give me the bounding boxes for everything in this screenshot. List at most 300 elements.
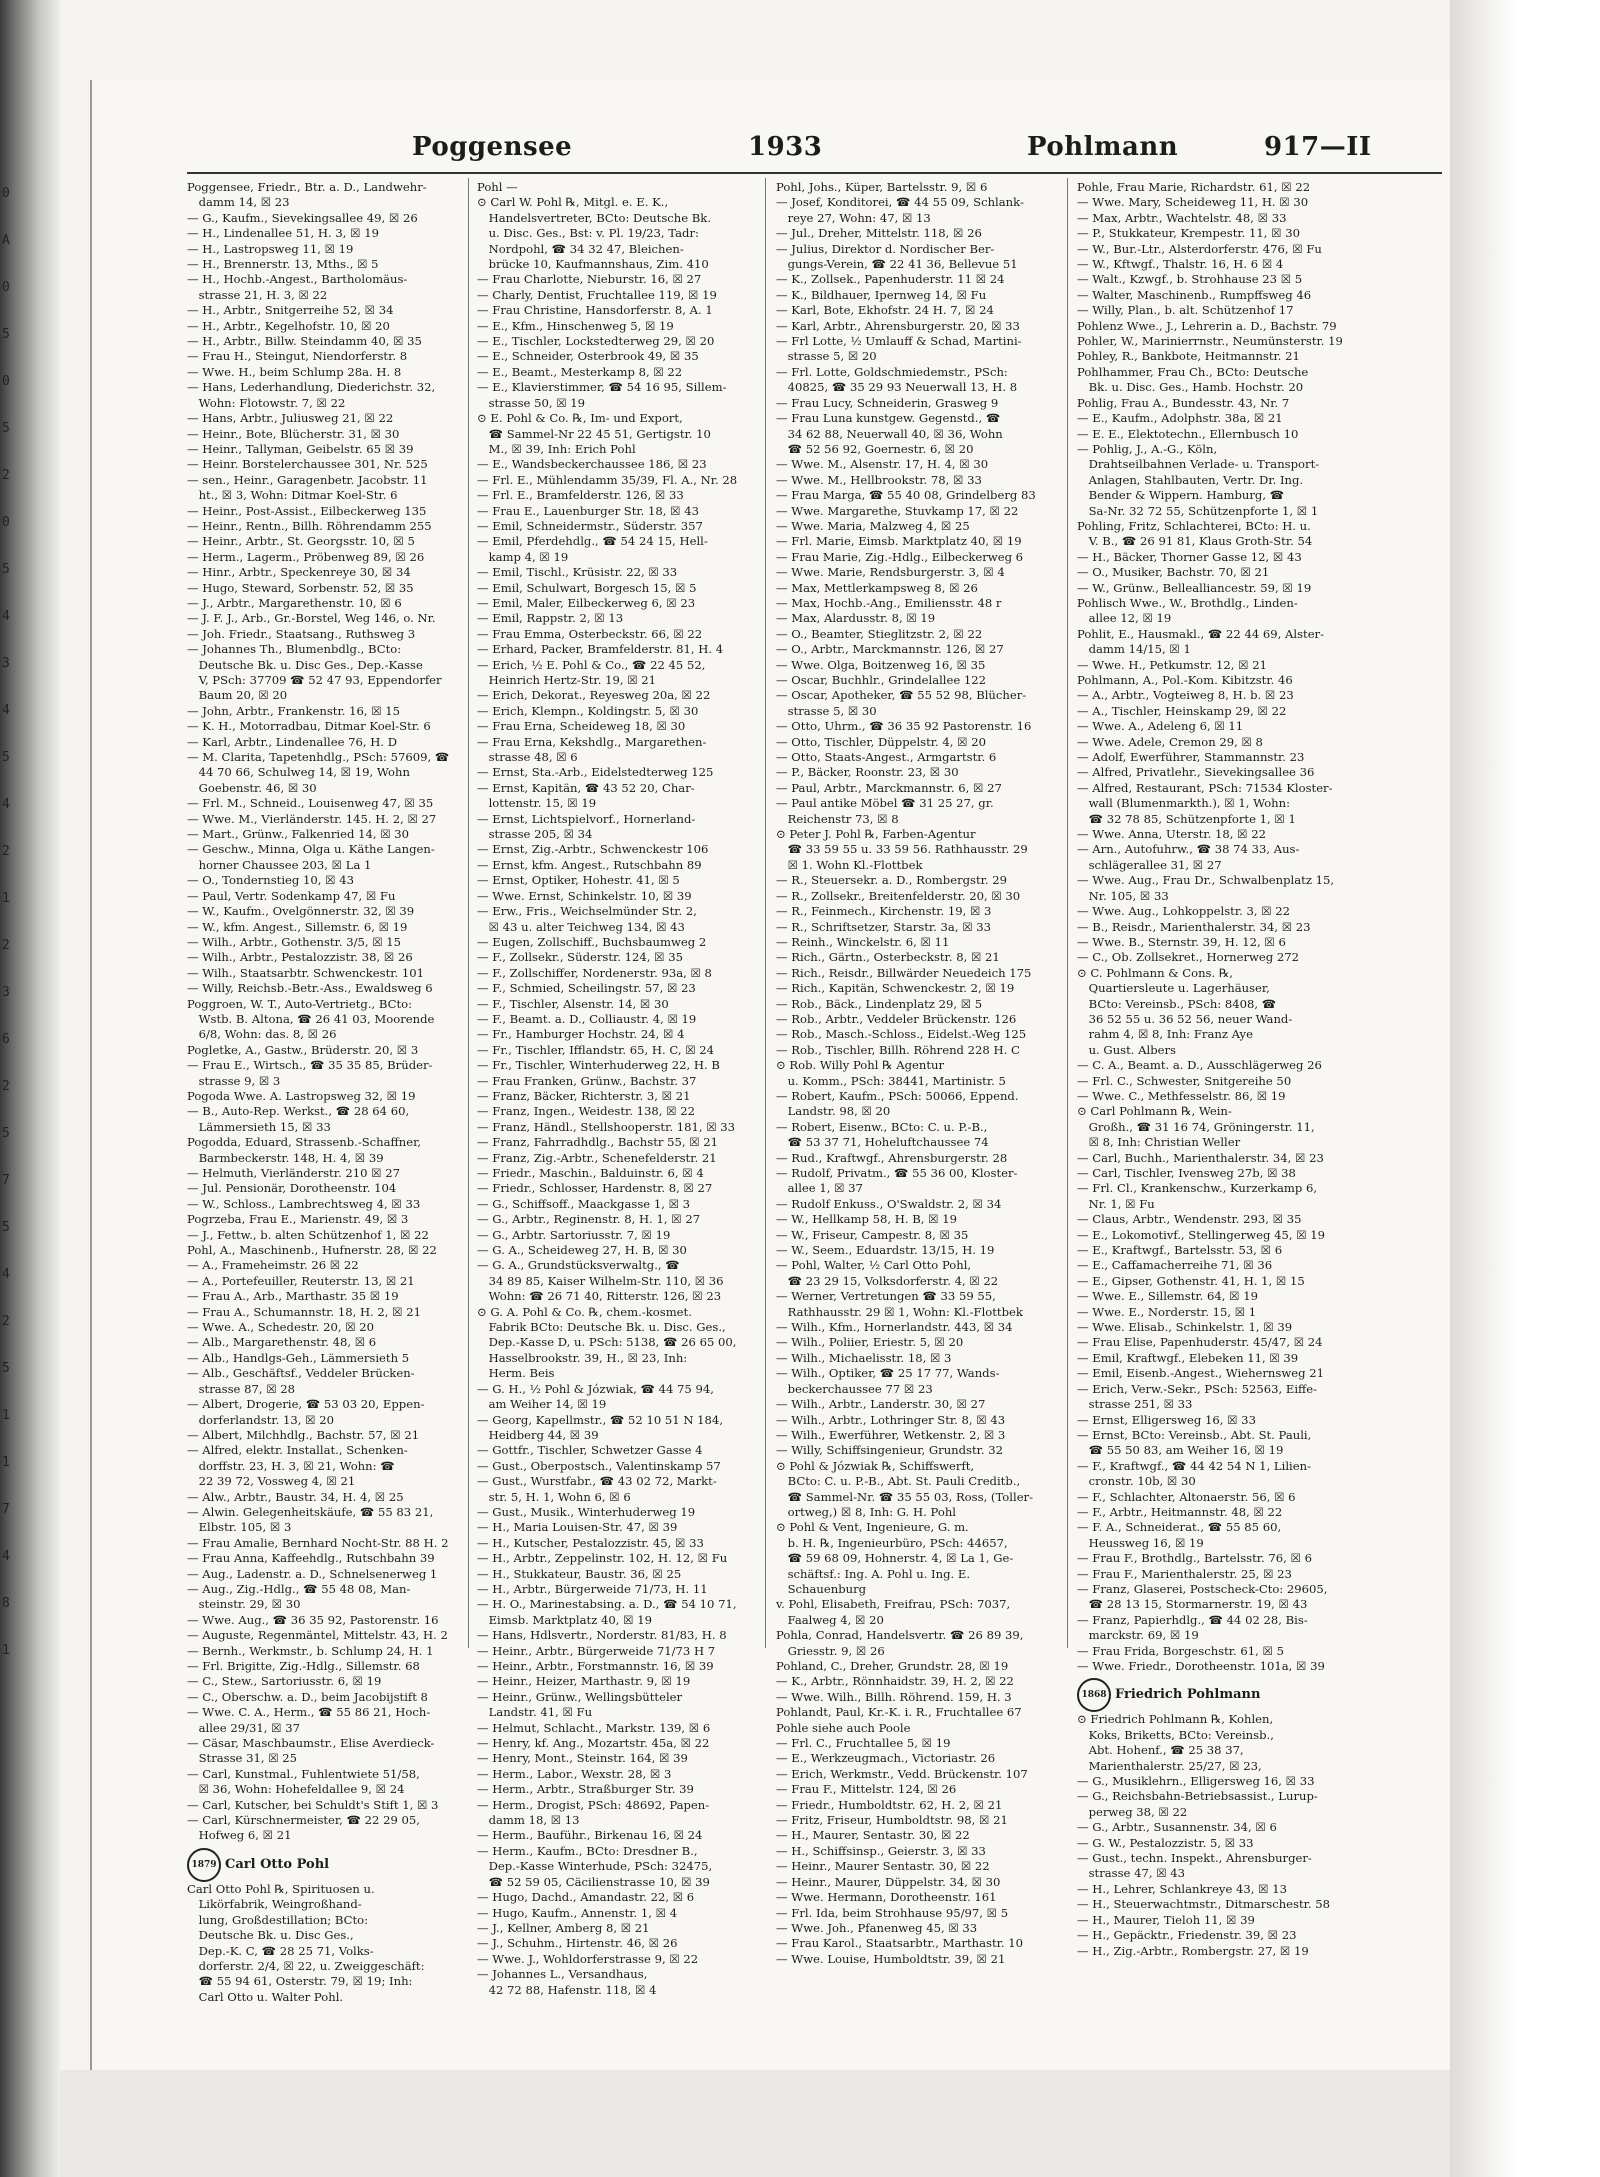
- directory-entry: Pohle siehe auch Poole: [776, 1720, 911, 1735]
- directory-entry: Strasse 31, ☒ 25: [187, 1751, 298, 1766]
- directory-entry: damm 14, ☒ 23: [187, 195, 290, 210]
- directory-entry: — Frl. Marie, Eimsb. Marktplatz 40, ☒ 19: [776, 534, 1022, 549]
- directory-entry: — Rich., Kapitän, Schwenckestr. 2, ☒ 19: [776, 981, 1015, 996]
- directory-entry: — H., Kutscher, Pestalozzistr. 45, ☒ 33: [477, 1535, 704, 1550]
- directory-entry: — Aug., Zig.-Hdlg., ☎ 55 48 08, Man-: [187, 1581, 411, 1596]
- directory-entry: — Ernst, Optiker, Hohestr. 41, ☒ 5: [477, 873, 680, 888]
- directory-entry: — Frau F., Mittelstr. 124, ☒ 26: [776, 1782, 957, 1797]
- directory-entry: M., ☒ 39, Inh: Erich Pohl: [477, 441, 636, 456]
- directory-entry: strasse 21, H. 3, ☒ 22: [187, 287, 328, 302]
- directory-entry: — Albert, Drogerie, ☎ 53 03 20, Eppen-: [187, 1397, 425, 1412]
- directory-entry: damm 18, ☒ 13: [477, 1813, 580, 1828]
- directory-entry: — Wwe. Aug., Lohkoppelstr. 3, ☒ 22: [1077, 904, 1291, 919]
- directory-entry: — Paul, Arbtr., Marckmannstr. 6, ☒ 27: [776, 780, 1002, 795]
- directory-entry: — Erich, Werkmstr., Vedd. Brückenstr. 107: [776, 1766, 1028, 1781]
- directory-entry: u. Gust. Albers: [1077, 1042, 1176, 1057]
- directory-entry: — Gottfr., Tischler, Schwetzer Gasse 4: [477, 1443, 703, 1458]
- directory-entry: — Rob., Arbtr., Veddeler Brückenstr. 126: [776, 1011, 1017, 1026]
- directory-page: [90, 80, 1452, 2070]
- margin-mark: 2: [2, 1079, 10, 1094]
- column-divider: [765, 178, 766, 1648]
- directory-entry: — H., Steuerwachtmstr., Ditmarschestr. 58: [1077, 1897, 1331, 1912]
- directory-entry: Schauenburg: [776, 1581, 867, 1596]
- directory-column-2: [477, 180, 738, 1997]
- directory-entry: — F., Arbtr., Heitmannstr. 48, ☒ 22: [1077, 1504, 1283, 1519]
- directory-entry: lottenstr. 15, ☒ 19: [477, 796, 597, 811]
- directory-entry: — Heinr., Arbtr., Bürgerweide 71/73 H 7: [477, 1643, 716, 1658]
- directory-entry: Pohley, R., Bankbote, Heitmannstr. 21: [1077, 349, 1300, 364]
- directory-entry: — Fritz, Friseur, Humboldtstr. 98, ☒ 21: [776, 1813, 1008, 1828]
- directory-entry: — Ernst, Elligersweg 16, ☒ 33: [1077, 1412, 1256, 1427]
- directory-entry: dorffstr. 23, H. 3, ☒ 21, Wohn: ☎: [187, 1458, 395, 1473]
- directory-entry: — Wwe. Margarethe, Stuvkamp 17, ☒ 22: [776, 503, 1019, 518]
- directory-entry: — Frau Elise, Papenhuderstr. 45/47, ☒ 24: [1077, 1335, 1323, 1350]
- directory-entry: ☎ 23 29 15, Volksdorferstr. 4, ☒ 22: [776, 1273, 999, 1288]
- directory-entry: — Heinr., Maurer Sentastr. 30, ☒ 22: [776, 1859, 990, 1874]
- directory-entry: — C., Ob. Zollsekret., Hornerweg 272: [1077, 950, 1300, 965]
- directory-entry: — Frau Lucy, Schneiderin, Grasweg 9: [776, 395, 999, 410]
- directory-entry: — Carl, Buchh., Marienthalerstr. 34, ☒ 23: [1077, 1150, 1324, 1165]
- directory-entry: Poggroen, W. T., Auto-Vertrietg., BCto:: [187, 996, 413, 1011]
- directory-entry: 34 62 88, Neuerwall 40, ☒ 36, Wohn: [776, 426, 1003, 441]
- margin-mark: 8: [2, 1596, 10, 1611]
- directory-entry: ht., ☒ 3, Wohn: Ditmar Koel-Str. 6: [187, 488, 398, 503]
- directory-entry: str. 5, H. 1, Wohn 6, ☒ 6: [477, 1489, 631, 1504]
- directory-entry: — G., Arbtr., Reginenstr. 8, H. 1, ☒ 27: [477, 1212, 701, 1227]
- directory-entry: strasse 47, ☒ 43: [1077, 1866, 1186, 1881]
- directory-entry: — C., Stew., Sartoriusstr. 6, ☒ 19: [187, 1674, 382, 1689]
- directory-entry: — Emil, Rappstr. 2, ☒ 13: [477, 611, 624, 626]
- margin-mark: 5: [2, 421, 10, 436]
- directory-entry: — Wilh., Arbtr., Gothenstr. 3/5, ☒ 15: [187, 934, 402, 949]
- directory-entry: — Max, Mettlerkampsweg 8, ☒ 26: [776, 580, 978, 595]
- directory-entry: — Charly, Dentist, Fruchtallee 119, ☒ 19: [477, 287, 717, 302]
- directory-entry: ☒ 36, Wohn: Hohefeldallee 9, ☒ 24: [187, 1782, 405, 1797]
- directory-entry: — Willy, Schiffsingenieur, Grundstr. 32: [776, 1443, 1004, 1458]
- directory-entry: — Max, Hochb.-Ang., Emiliensstr. 48 r: [776, 595, 1002, 610]
- directory-entry: Pohlandt, Paul, Kr.-K. i. R., Fruchtallee 67: [776, 1705, 1022, 1720]
- directory-entry: — Carl, Kutscher, bei Schuldt's Stift 1, ☒ 3: [187, 1797, 439, 1812]
- directory-entry: allee 1, ☒ 37: [776, 1181, 863, 1196]
- directory-entry: Pohl —: [477, 180, 518, 194]
- directory-entry: — M. Clarita, Tapetenhdlg., PSch: 57609, ☎: [187, 750, 450, 765]
- directory-entry: — Heinr., Maurer, Düppelstr. 34, ☒ 30: [776, 1874, 1001, 1889]
- directory-entry: dorferlandstr. 13, ☒ 20: [187, 1412, 334, 1427]
- directory-entry: Koks, Briketts, BCto: Vereinsb.,: [1077, 1727, 1274, 1742]
- directory-entry: — Wwe. Ernst, Schinkelstr. 10, ☒ 39: [477, 888, 692, 903]
- directory-entry: — Wwe. J., Wohldorferstrasse 9, ☒ 22: [477, 1951, 699, 1966]
- directory-entry: Bk. u. Disc. Ges., Hamb. Hochstr. 20: [1077, 380, 1304, 395]
- directory-entry: horner Chaussee 203, ☒ La 1: [187, 857, 372, 872]
- directory-entry: — Alb., Margarethenstr. 48, ☒ 6: [187, 1335, 377, 1350]
- directory-entry: — Wilh., Michaelisstr. 18, ☒ 3: [776, 1350, 952, 1365]
- directory-entry: — Wwe. Adele, Cremon 29, ☒ 8: [1077, 734, 1263, 749]
- directory-entry: — Emil, Maler, Eilbeckerweg 6, ☒ 23: [477, 595, 696, 610]
- margin-mark: 1: [2, 891, 10, 906]
- directory-entry: — Frau Charlotte, Nieburstr. 16, ☒ 27: [477, 272, 702, 287]
- directory-entry: — H., Maria Louisen-Str. 47, ☒ 39: [477, 1520, 678, 1535]
- margin-mark: 2: [2, 468, 10, 483]
- directory-entry: — Ernst, kfm. Angest., Rutschbahn 89: [477, 857, 702, 872]
- directory-entry: allee 29/31, ☒ 37: [187, 1720, 300, 1735]
- directory-entry: — Wwe. Friedr., Dorotheenstr. 101a, ☒ 39: [1077, 1659, 1325, 1673]
- advertisement-name: Carl Otto Pohl: [225, 1856, 330, 1872]
- directory-entry: — Carl, Tischler, Ivensweg 27b, ☒ 38: [1077, 1166, 1296, 1180]
- directory-entry: — Carl, Kunstmal., Fuhlentwiete 51/58,: [187, 1766, 420, 1781]
- directory-column-3: [776, 180, 1036, 1966]
- directory-entry: — Heinr., Tallyman, Geibelstr. 65 ☒ 39: [187, 441, 414, 456]
- directory-entry: ortweg,) ☒ 8, Inh: G. H. Pohl: [776, 1504, 956, 1519]
- directory-entry: — Wwe. M., Vierländerstr. 145. H. 2, ☒ 27: [187, 811, 437, 826]
- directory-entry: Pohlhammer, Frau Ch., BCto: Deutsche: [1077, 364, 1309, 379]
- directory-entry: Griesstr. 9, ☒ 26: [776, 1643, 885, 1658]
- directory-entry: kamp 4, ☒ 19: [477, 549, 569, 564]
- directory-entry: — Frl. M., Schneid., Louisenweg 47, ☒ 35: [187, 796, 434, 811]
- directory-entry: ⊙ Rob. Willy Pohl ℞ Agentur: [776, 1058, 945, 1073]
- margin-marks: [2, 170, 16, 1674]
- directory-entry: — Heinr., Arbtr., Forstmannstr. 16, ☒ 39: [477, 1659, 714, 1673]
- directory-entry: marckstr. 69, ☒ 19: [1077, 1628, 1199, 1643]
- directory-entry: — Wwe. C., Methfesselstr. 86, ☒ 19: [1077, 1088, 1286, 1103]
- directory-entry: Nr. 105, ☒ 33: [1077, 888, 1169, 903]
- directory-entry: — H., Bäcker, Thorner Gasse 12, ☒ 43: [1077, 549, 1302, 564]
- directory-entry: — Julius, Direktor d. Nordischer Ber-: [776, 241, 995, 256]
- directory-entry: — E., Beamt., Mesterkamp 8, ☒ 22: [477, 364, 683, 379]
- directory-entry: — Johannes Th., Blumenbdlg., BCto:: [187, 642, 402, 657]
- directory-entry: 22 39 72, Vossweg 4, ☒ 21: [187, 1474, 356, 1489]
- directory-entry: Bender & Wippern. Hamburg, ☎: [1077, 488, 1285, 503]
- directory-entry: schäftsf.: Ing. A. Pohl u. Ing. E.: [776, 1566, 971, 1581]
- directory-entry: — Rich., Gärtn., Osterbeckstr. 8, ☒ 21: [776, 950, 1000, 965]
- header-left-keyword: Poggensee: [412, 132, 573, 162]
- directory-entry: — Heinr., Grünw., Wellingsbütteler: [477, 1689, 683, 1704]
- directory-entry: Pohlmann, A., Pol.-Kom. Kibitzstr. 46: [1077, 673, 1293, 687]
- directory-entry: strasse 5, ☒ 30: [776, 703, 877, 718]
- header-rule: [187, 172, 1442, 174]
- directory-entry: Marienthalerstr. 25/27, ☒ 23,: [1077, 1758, 1262, 1773]
- directory-entry: — Johannes L., Versandhaus,: [477, 1967, 648, 1982]
- margin-mark: 0: [2, 186, 10, 201]
- directory-entry: Hasselbrookstr. 39, H., ☒ 23, Inh:: [477, 1350, 688, 1365]
- directory-entry: — Rudolf Enkuss., O'Swaldstr. 2, ☒ 34: [776, 1196, 1002, 1211]
- column-divider: [468, 178, 469, 1648]
- directory-entry: ☒ 8, Inh: Christian Weller: [1077, 1135, 1241, 1150]
- directory-entry: — Wwe. Anna, Uterstr. 18, ☒ 22: [1077, 827, 1266, 842]
- directory-entry: — Carl, Kürschnermeister, ☎ 22 29 05,: [187, 1813, 420, 1828]
- directory-entry: — Franz, Zig.-Arbtr., Schenefelderstr. 21: [477, 1150, 717, 1165]
- directory-entry: allee 12, ☒ 19: [1077, 611, 1172, 626]
- directory-entry: Likörfabrik, Weingroßhand-: [187, 1897, 362, 1912]
- directory-entry: — Fr., Tischler, Ifflandstr. 65, H. C, ☒ 24: [477, 1042, 715, 1057]
- directory-entry: — Pohl, Walter, ½ Carl Otto Pohl,: [776, 1258, 972, 1273]
- directory-entry: Barmbeckerstr. 148, H. 4, ☒ 39: [187, 1150, 384, 1165]
- directory-entry: — H., Arbtr., Zeppelinstr. 102, H. 12, ☒ Fu: [477, 1551, 728, 1566]
- directory-entry: — E., Wandsbeckerchaussee 186, ☒ 23: [477, 457, 707, 472]
- directory-entry: Eimsb. Marktplatz 40, ☒ 19: [477, 1612, 652, 1627]
- directory-entry: — G., Musiklehrn., Elligersweg 16, ☒ 33: [1077, 1774, 1315, 1789]
- directory-entry: — Frau Marga, ☎ 55 40 08, Grindelberg 83: [776, 488, 1036, 503]
- directory-entry: strasse 87, ☒ 28: [187, 1381, 296, 1396]
- directory-entry: — Oscar, Apotheker, ☎ 55 52 98, Blücher-: [776, 688, 1027, 703]
- directory-entry: — Ernst, Kapitän, ☎ 43 52 20, Char-: [477, 780, 695, 795]
- directory-entry: — Ernst, Lichtspielvorf., Hornerland-: [477, 811, 696, 826]
- directory-entry: Pohl, A., Maschinenb., Hufnerstr. 28, ☒ 22: [187, 1243, 437, 1258]
- directory-entry: — Wwe. Aug., ☎ 36 35 92, Pastorenstr. 16: [187, 1612, 439, 1627]
- advertisement-block: [187, 1848, 439, 2005]
- directory-entry: ☎ 28 13 15, Stormarnerstr. 19, ☒ 43: [1077, 1597, 1308, 1612]
- directory-entry: am Weiher 14, ☒ 19: [477, 1397, 607, 1412]
- directory-entry: — Eugen, Zollschiff., Buchsbaumweg 2: [477, 934, 707, 949]
- directory-entry: — J., Arbtr., Margarethenstr. 10, ☒ 6: [187, 595, 402, 610]
- margin-mark: 3: [2, 656, 10, 671]
- directory-entry: Hofweg 6, ☒ 21: [187, 1828, 292, 1843]
- directory-entry: — Wwe. H., Petkumstr. 12, ☒ 21: [1077, 657, 1268, 672]
- directory-entry: — Wwe. Hermann, Dorotheenstr. 161: [776, 1890, 997, 1905]
- header-year: 1933: [748, 132, 823, 162]
- directory-entry: — Heinr., Heizer, Marthastr. 9, ☒ 19: [477, 1674, 691, 1689]
- directory-entry: Pogodda, Eduard, Strassenb.-Schaffner,: [187, 1135, 422, 1150]
- directory-entry: — John, Arbtr., Frankenstr. 16, ☒ 15: [187, 703, 401, 718]
- directory-entry: Dep.-K. C, ☎ 28 25 71, Volks-: [187, 1943, 374, 1958]
- directory-entry: — Frau Luna kunstgew. Gegenstd., ☎: [776, 411, 1001, 426]
- directory-entry: — Wilh., Kfm., Hornerlandstr. 443, ☒ 34: [776, 1320, 1013, 1335]
- directory-entry: — K., Bildhauer, Ipernweg 14, ☒ Fu: [776, 287, 987, 302]
- directory-entry: ⊙ E. Pohl & Co. ℞, Im- und Export,: [477, 411, 683, 426]
- directory-entry: — H., Arbtr., Kegelhofstr. 10, ☒ 20: [187, 318, 390, 333]
- directory-entry: — Alfred, Privatlehr., Sievekingsallee 36: [1077, 765, 1315, 780]
- directory-entry: — E., Tischler, Lockstedterweg 29, ☒ 20: [477, 334, 715, 349]
- directory-entry: — Wwe. Mary, Scheideweg 11, H. ☒ 30: [1077, 195, 1309, 210]
- margin-mark: 3: [2, 985, 10, 1000]
- directory-entry: — A., Arbtr., Vogteiweg 8, H. b. ☒ 23: [1077, 688, 1294, 703]
- directory-entry: ☎ 52 59 05, Cäcilienstrasse 10, ☒ 39: [477, 1874, 710, 1889]
- directory-entry: — O., Musiker, Bachstr. 70, ☒ 21: [1077, 565, 1270, 580]
- directory-entry: — Frau Erna, Scheideweg 18, ☒ 30: [477, 719, 686, 734]
- directory-entry: Rathhausstr. 29 ☒ 1, Wohn: Kl.-Flottbek: [776, 1304, 1023, 1319]
- directory-entry: — Emil, Schulwart, Borgesch 15, ☒ 5: [477, 580, 697, 595]
- directory-entry: — Max, Alardusstr. 8, ☒ 19: [776, 611, 936, 626]
- directory-entry: — Aug., Ladenstr. a. D., Schnelsenerweg 1: [187, 1566, 438, 1581]
- directory-entry: — Wwe. Louise, Humboldtstr. 39, ☒ 21: [776, 1951, 1006, 1966]
- directory-entry: — Cäsar, Maschbaumstr., Elise Averdieck-: [187, 1736, 435, 1751]
- directory-entry: BCto: C. u. P.-B., Abt. St. Pauli Creditb.,: [776, 1474, 1021, 1489]
- directory-entry: — G., Schiffsoff., Maackgasse 1, ☒ 3: [477, 1196, 691, 1211]
- directory-entry: ⊙ Carl Pohlmann ℞, Wein-: [1077, 1104, 1232, 1119]
- directory-entry: — Mart., Grünw., Falkenried 14, ☒ 30: [187, 827, 410, 842]
- directory-entry: — Erich, Verw.-Sekr., PSch: 52563, Eiffe-: [1077, 1381, 1318, 1396]
- directory-entry: — G., Reichsbahn-Betriebsassist., Lurup-: [1077, 1789, 1318, 1804]
- directory-entry: Pohler, W., Marinierrnstr., Neumünsterstr. 19: [1077, 334, 1343, 349]
- directory-entry: — H., Lehrer, Schlankreye 43, ☒ 13: [1077, 1881, 1287, 1896]
- directory-entry: — Wwe. M., Hellbrookstr. 78, ☒ 33: [776, 472, 982, 487]
- page-number: 917—II: [1264, 132, 1372, 162]
- directory-column-1: [187, 180, 450, 2004]
- directory-entry: — Karl, Bote, Ekhofstr. 24 H. 7, ☒ 24: [776, 303, 994, 318]
- directory-entry: Pohling, Fritz, Schlachterei, BCto: H. u.: [1077, 518, 1311, 533]
- directory-entry: — Frau E., Wirtsch., ☎ 35 35 85, Brüder-: [187, 1058, 433, 1073]
- directory-entry: ⊙ G. A. Pohl & Co. ℞, chem.-kosmet.: [477, 1304, 692, 1319]
- directory-entry: — H., Maurer, Sentastr. 30, ☒ 22: [776, 1828, 970, 1843]
- directory-entry: ⊙ Pohl & Józwiak ℞, Schiffswerft,: [776, 1458, 975, 1473]
- directory-entry: — G. A., Scheideweg 27, H. B, ☒ 30: [477, 1243, 687, 1258]
- directory-entry: — Hugo, Steward, Sorbenstr. 52, ☒ 35: [187, 580, 414, 595]
- directory-entry: — Herm., Labor., Wexstr. 28, ☒ 3: [477, 1766, 672, 1781]
- directory-entry: Landstr. 41, ☒ Fu: [477, 1705, 593, 1720]
- directory-entry: — E., Klavierstimmer, ☎ 54 16 95, Sillem-: [477, 380, 727, 395]
- directory-entry: — Frl. Ida, beim Strohhause 95/97, ☒ 5: [776, 1905, 1009, 1920]
- directory-entry: — Rich., Reisdr., Billwärder Neuedeich 175: [776, 965, 1032, 980]
- directory-entry: Carl Otto u. Walter Pohl.: [187, 1989, 344, 2004]
- directory-entry: Pohla, Conrad, Handelsvertr. ☎ 26 89 39,: [776, 1628, 1024, 1643]
- directory-entry: — Erhard, Packer, Bramfelderstr. 81, H. 4: [477, 642, 724, 657]
- directory-entry: — Walter, Maschinenb., Rumpffsweg 46: [1077, 287, 1312, 302]
- directory-entry: — Wilh., Arbtr., Landerstr. 30, ☒ 27: [776, 1397, 986, 1412]
- directory-entry: — A., Frameheimstr. 26 ☒ 22: [187, 1258, 359, 1273]
- directory-entry: — Franz, Papierhdlg., ☎ 44 02 28, Bis-: [1077, 1612, 1308, 1627]
- directory-entry: Landstr. 98, ☒ 20: [776, 1104, 891, 1119]
- directory-entry: — Wilh., Arbtr., Pestalozzistr. 38, ☒ 26: [187, 950, 413, 965]
- directory-entry: — Franz, Händl., Stellshooperstr. 181, ☒ 33: [477, 1119, 736, 1134]
- directory-entry: ☎ 55 50 83, am Weiher 16, ☒ 19: [1077, 1443, 1284, 1458]
- directory-entry: b. H. ℞, Ingenieurbüro, PSch: 44657,: [776, 1535, 1008, 1550]
- directory-entry: — Frau A., Arb., Marthastr. 35 ☒ 19: [187, 1289, 399, 1304]
- directory-entry: — Frl Lotte, ½ Umlauff & Schad, Martini-: [776, 334, 1022, 349]
- directory-entry: — Alfred, elektr. Installat., Schenken-: [187, 1443, 408, 1458]
- directory-entry: — G., Arbtr., Susannenstr. 34, ☒ 6: [1077, 1820, 1277, 1835]
- directory-entry: — Josef, Konditorei, ☎ 44 55 09, Schlank-: [776, 195, 1024, 210]
- directory-entry: — F., Beamt. a. D., Colliaustr. 4, ☒ 19: [477, 1011, 697, 1026]
- directory-entry: — Heinr., Bote, Blücherstr. 31, ☒ 30: [187, 426, 400, 441]
- directory-entry: — Ernst, Zig.-Arbtr., Schwenckestr 106: [477, 842, 709, 857]
- directory-entry: 6/8, Wohn: das. 8, ☒ 26: [187, 1027, 337, 1042]
- directory-entry: ☎ 59 68 09, Hohnerstr. 4, ☒ La 1, Ge-: [776, 1551, 1014, 1566]
- directory-entry: — Pohlig, J., A.-G., Köln,: [1077, 441, 1218, 456]
- directory-entry: Heidberg 44, ☒ 39: [477, 1427, 599, 1442]
- directory-entry: — Wwe. Marie, Rendsburgerstr. 3, ☒ 4: [776, 565, 1005, 580]
- directory-entry: — B., Auto-Rep. Werkst., ☎ 28 64 60,: [187, 1104, 410, 1119]
- directory-entry: — Wwe. A., Adeleng 6, ☒ 11: [1077, 719, 1244, 734]
- directory-entry: — Heinr., Arbtr., St. Georgsstr. 10, ☒ 5: [187, 534, 415, 549]
- margin-mark: 5: [2, 750, 10, 765]
- directory-entry: — Ernst, Sta.-Arb., Eidelstedterweg 125: [477, 765, 714, 780]
- directory-entry: — G., Kaufm., Sievekingsallee 49, ☒ 26: [187, 210, 418, 225]
- directory-entry: reye 27, Wohn: 47, ☒ 13: [776, 210, 931, 225]
- directory-entry: — W., Seem., Eduardstr. 13/15, H. 19: [776, 1243, 995, 1258]
- header-right-keyword: Pohlmann: [1027, 132, 1179, 162]
- directory-entry: — Rob., Tischler, Billh. Röhrend 228 H. C: [776, 1042, 1020, 1057]
- directory-entry: — J., Fettw., b. alten Schützenhof 1, ☒ 22: [187, 1227, 429, 1242]
- directory-entry: ☎ 33 59 55 u. 33 59 56. Rathhausstr. 29: [776, 842, 1028, 857]
- directory-entry: — Franz, Bäcker, Richterstr. 3, ☒ 21: [477, 1088, 691, 1103]
- directory-entry: — F., Kraftwgf., ☎ 44 42 54 N 1, Lilien-: [1077, 1458, 1312, 1473]
- directory-entry: strasse 251, ☒ 33: [1077, 1397, 1193, 1412]
- directory-entry: — Wwe. A., Schedestr. 20, ☒ 20: [187, 1320, 375, 1335]
- directory-entry: — Emil, Eisenb.-Angest., Wiehernsweg 21: [1077, 1366, 1324, 1381]
- directory-entry: V. B., ☎ 26 91 81, Klaus Groth-Str. 54: [1077, 534, 1313, 549]
- directory-entry: — Emil, Schneidermstr., Süderstr. 357: [477, 518, 703, 533]
- directory-entry: — Rob., Bäck., Lindenplatz 29, ☒ 5: [776, 996, 983, 1011]
- directory-entry: — Wilh., Optiker, ☎ 25 17 77, Wands-: [776, 1366, 1000, 1381]
- margin-mark: 5: [2, 1126, 10, 1141]
- directory-entry: — E., Caffamacherreihe 71, ☒ 36: [1077, 1258, 1273, 1273]
- page-header: [92, 132, 1452, 172]
- directory-entry: — A., Portefeuiller, Reuterstr. 13, ☒ 21: [187, 1273, 415, 1288]
- directory-entry: Baum 20, ☒ 20: [187, 688, 288, 703]
- directory-entry: ⊙ Carl W. Pohl ℞, Mitgl. e. E. K.,: [477, 195, 669, 210]
- directory-entry: strasse 205, ☒ 34: [477, 827, 593, 842]
- directory-entry: schlägerallee 31, ☒ 27: [1077, 857, 1222, 872]
- directory-entry: dorferstr. 2/4, ☒ 22, u. Zweiggeschäft:: [187, 1958, 425, 1973]
- directory-entry: — K. H., Motorradbau, Ditmar Koel-Str. 6: [187, 719, 431, 734]
- directory-entry: Deutsche Bk. u. Disc Ges., Dep.-Kasse: [187, 657, 423, 672]
- directory-entry: rahm 4, ☒ 8, Inh: Franz Aye: [1077, 1027, 1253, 1042]
- margin-mark: 4: [2, 609, 10, 624]
- margin-mark: 7: [2, 1502, 10, 1517]
- directory-entry: — Robert, Eisenw., BCto: C. u. P.-B.,: [776, 1119, 988, 1134]
- margin-mark: 2: [2, 844, 10, 859]
- margin-mark: 4: [2, 703, 10, 718]
- directory-entry: — Gust., techn. Inspekt., Ahrensburger-: [1077, 1851, 1312, 1866]
- directory-entry: Wohn: Flotowstr. 7, ☒ 22: [187, 395, 346, 410]
- directory-entry: — A., Tischler, Heinskamp 29, ☒ 22: [1077, 703, 1287, 718]
- directory-entry: — Gust., Oberpostsch., Valentinskamp 57: [477, 1458, 721, 1473]
- directory-entry: 34 89 85, Kaiser Wilhelm-Str. 110, ☒ 36: [477, 1273, 724, 1288]
- directory-entry: — Wwe. Maria, Malzweg 4, ☒ 25: [776, 518, 970, 533]
- founding-year-seal: 1879: [187, 1848, 221, 1882]
- directory-entry: Goebenstr. 46, ☒ 30: [187, 780, 317, 795]
- directory-entry: — Wwe. B., Sternstr. 39, H. 12, ☒ 6: [1077, 934, 1286, 949]
- directory-entry: strasse 48, ☒ 6: [477, 750, 578, 765]
- margin-mark: 1: [2, 1455, 10, 1470]
- directory-entry: — Willy, Reichsb.-Betr.-Ass., Ewaldsweg 6: [187, 981, 433, 996]
- directory-entry: — W., Bur.-Ltr., Alsterdorferstr. 476, ☒ Fu: [1077, 241, 1322, 256]
- directory-entry: — Herm., Lagerm., Pröbenweg 89, ☒ 26: [187, 549, 425, 564]
- directory-entry: — Erich, ½ E. Pohl & Co., ☎ 22 45 52,: [477, 657, 706, 672]
- directory-entry: Pogletke, A., Gastw., Brüderstr. 20, ☒ 3: [187, 1042, 419, 1057]
- directory-entry: — F. A., Schneiderat., ☎ 55 85 60,: [1077, 1520, 1282, 1535]
- margin-mark: 5: [2, 327, 10, 342]
- directory-entry: ☎ Sammel-Nr 22 45 51, Gertigstr. 10: [477, 426, 711, 441]
- directory-entry: — Emil, Tischl., Krüsistr. 22, ☒ 33: [477, 565, 678, 580]
- directory-entry: — Alw., Arbtr., Baustr. 34, H. 4, ☒ 25: [187, 1489, 404, 1504]
- margin-mark: 0: [2, 515, 10, 530]
- directory-entry: BCto: Vereinsb., PSch: 8408, ☎: [1077, 996, 1277, 1011]
- directory-entry: — Wwe. Wilh., Billh. Röhrend. 159, H. 3: [776, 1689, 1012, 1704]
- directory-entry: brücke 10, Kaufmannshaus, Zim. 410: [477, 257, 709, 272]
- directory-entry: — Frau Amalie, Bernhard Nocht-Str. 88 H. 2: [187, 1535, 449, 1550]
- directory-entry: — W., Friseur, Campestr. 8, ☒ 35: [776, 1227, 969, 1242]
- directory-entry: — Rud., Kraftwgf., Ahrensburgerstr. 28: [776, 1150, 1008, 1165]
- directory-entry: — Frau Marie, Zig.-Hdlg., Eilbeckerweg 6: [776, 549, 1024, 564]
- directory-entry: — Helmuth, Vierländerstr. 210 ☒ 27: [187, 1166, 401, 1180]
- margin-mark: 0: [2, 374, 10, 389]
- directory-entry: — C., Oberschw. a. D., beim Jacobijstift 8: [187, 1689, 428, 1704]
- directory-entry: — Frau Emma, Osterbeckstr. 66, ☒ 22: [477, 626, 703, 641]
- directory-entry: — W., Grünw., Bellealliancestr. 59, ☒ 19: [1077, 580, 1312, 595]
- directory-entry: — Wilh., Arbtr., Lothringer Str. 8, ☒ 43: [776, 1412, 1006, 1427]
- directory-entry: ☒ 43 u. alter Teichweg 134, ☒ 43: [477, 919, 685, 934]
- directory-entry: — Friedr., Schlosser, Hardenstr. 8, ☒ 27: [477, 1181, 713, 1196]
- directory-entry: — Frl. Cl., Krankenschw., Kurzerkamp 6,: [1077, 1181, 1318, 1196]
- directory-entry: — W., Kftwgf., Thalstr. 16, H. 6 ☒ 4: [1077, 257, 1284, 272]
- directory-entry: — Frau Erna, Kekshdlg., Margarethen-: [477, 734, 707, 749]
- directory-entry: — Frau Christine, Hansdorferstr. 8, A. 1: [477, 303, 713, 318]
- directory-entry: — F., Schlachter, Altonaerstr. 56, ☒ 6: [1077, 1489, 1296, 1504]
- directory-entry: ⊙ C. Pohlmann & Cons. ℞,: [1077, 965, 1233, 980]
- directory-entry: — Frau H., Steingut, Niendorferstr. 8: [187, 349, 408, 364]
- directory-entry: — W., Hellkamp 58, H. B, ☒ 19: [776, 1212, 957, 1227]
- directory-entry: — Frl. Lotte, Goldschmiedemstr., PSch:: [776, 364, 1008, 379]
